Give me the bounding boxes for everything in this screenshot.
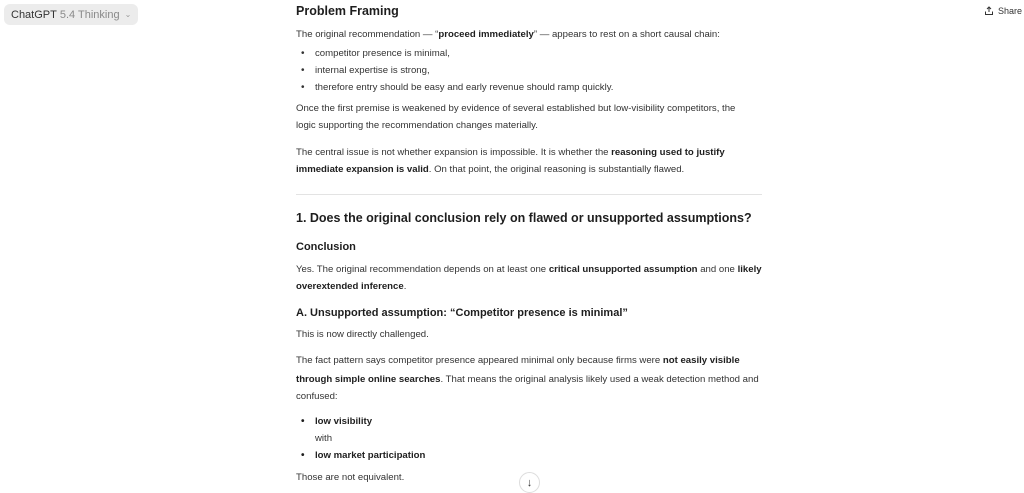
list-item: • low visibility bbox=[296, 413, 372, 430]
paragraph-line: logic supporting the recommendation changes materially. bbox=[296, 120, 538, 131]
paragraph-line bbox=[296, 278, 406, 295]
bold-text: immediate expansion is valid bbox=[296, 164, 429, 175]
share-label: Share bbox=[998, 6, 1023, 16]
paragraph-line bbox=[296, 144, 725, 161]
bold-text: proceed immediately bbox=[438, 29, 534, 40]
heading-conclusion: Conclusion bbox=[296, 241, 356, 253]
text-segment: and one bbox=[697, 264, 738, 275]
model-name: ChatGPT bbox=[11, 8, 57, 21]
list-item: • therefore entry should be easy and early revenue should ramp quickly. bbox=[296, 79, 613, 96]
model-version: 5.4 Thinking bbox=[59, 8, 120, 21]
paragraph-line: confused: bbox=[296, 391, 338, 402]
divider bbox=[296, 194, 762, 195]
text-segment: ” — appears to rest on a short causal chain: bbox=[533, 29, 720, 40]
chevron-down-icon: ⌄ bbox=[124, 10, 132, 19]
paragraph-line: This is now directly challenged. bbox=[296, 329, 429, 340]
bold-text: not easily visible bbox=[662, 355, 740, 366]
bold-text: likely bbox=[737, 264, 762, 275]
text-segment: . On that point, the original reasoning is substantially flawed. bbox=[428, 164, 685, 175]
bold-text: reasoning used to justify bbox=[611, 147, 725, 158]
list-connector: with bbox=[315, 433, 333, 444]
model-selector[interactable] bbox=[4, 4, 138, 25]
intro-text bbox=[296, 26, 720, 43]
text-segment: The original recommendation — “ bbox=[296, 29, 439, 40]
bold-text: through simple online searches bbox=[296, 374, 441, 385]
share-icon bbox=[984, 6, 994, 16]
text-segment: The central issue is not whether expansion is impossible. It is whether the bbox=[296, 147, 612, 158]
bold-text: critical unsupported assumption bbox=[548, 264, 698, 275]
paragraph-line bbox=[296, 352, 740, 369]
paragraph-line: Those are not equivalent. bbox=[296, 472, 405, 483]
heading-section-1: 1. Does the original conclusion rely on flawed or unsupported assumptions? bbox=[296, 211, 752, 225]
heading-problem-framing: Problem Framing bbox=[296, 4, 399, 18]
paragraph-line bbox=[296, 261, 762, 278]
scroll-down-button[interactable] bbox=[519, 472, 540, 493]
text-segment: Yes. The original recommendation depends on at least one bbox=[296, 264, 549, 275]
bold-text: overextended inference bbox=[296, 281, 404, 292]
list-item: • internal expertise is strong, bbox=[296, 62, 430, 79]
list-item: • low market participation bbox=[296, 447, 425, 464]
paragraph-line: Once the first premise is weakened by evidence of several established but low-visibility competitors, the bbox=[296, 103, 736, 114]
share-button[interactable] bbox=[984, 6, 1024, 16]
paragraph-line bbox=[296, 161, 684, 178]
arrow-down-icon: ↓ bbox=[526, 476, 533, 489]
text-segment: The fact pattern says competitor presence appeared minimal only because firms were bbox=[296, 355, 663, 366]
list-item: • competitor presence is minimal, bbox=[296, 45, 450, 62]
text-segment: . That means the original analysis likely used a weak detection method and bbox=[440, 374, 759, 385]
paragraph-line bbox=[296, 371, 759, 388]
heading-sub-a: A. Unsupported assumption: “Competitor presence is minimal” bbox=[296, 307, 628, 319]
text-segment: . bbox=[403, 281, 407, 292]
